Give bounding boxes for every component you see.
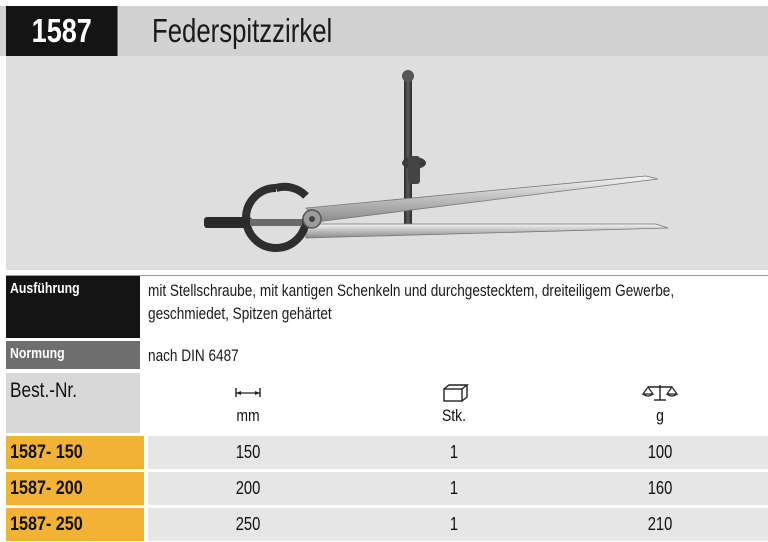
row-values — [148, 508, 768, 541]
execution-line-1: mit Stellschraube, mit kantigen Schenkeln und durchgestecktem, dreiteiligem Gewerbe, — [148, 281, 675, 300]
row-values — [148, 472, 768, 505]
weight-value: 160 — [647, 478, 673, 498]
order-number-cell: 1587- 200 — [6, 472, 144, 505]
row-values — [148, 436, 768, 469]
column-header-mm: mm — [148, 373, 348, 433]
product-image — [6, 56, 768, 270]
balance-scale-icon — [560, 383, 760, 401]
table-row — [6, 472, 768, 505]
weight-value: 210 — [647, 514, 673, 534]
product-code-badge — [6, 6, 118, 56]
table-header — [6, 373, 768, 433]
execution-label: Ausführung — [6, 276, 140, 338]
order-number-cell: 1587- 250 — [6, 508, 144, 541]
column-headers — [148, 373, 768, 433]
length-value: 250 — [235, 514, 261, 534]
pieces-value: 1 — [449, 478, 459, 498]
table-row — [6, 436, 768, 469]
column-header-weight: g — [560, 373, 760, 433]
execution-value — [148, 276, 768, 338]
product-code: 1587 — [31, 12, 92, 49]
pieces-value: 1 — [449, 514, 459, 534]
table-row — [6, 508, 768, 541]
length-value: 150 — [235, 442, 261, 462]
header-bar — [0, 6, 768, 56]
execution-line-2: geschmiedet, Spitzen gehärtet — [148, 304, 332, 323]
length-dimension-icon — [148, 383, 348, 401]
spring-divider-compass-illustration — [6, 56, 768, 270]
length-value: 200 — [235, 478, 261, 498]
standard-label: Normung — [6, 341, 140, 369]
pieces-value: 1 — [449, 442, 459, 462]
spec-row-execution — [6, 275, 768, 338]
weight-value: 100 — [647, 442, 673, 462]
package-box-icon — [354, 383, 554, 401]
column-header-pieces: Stk. — [354, 373, 554, 433]
order-number-header: Best.-Nr. — [6, 373, 140, 433]
product-title: Federspitzzirkel — [152, 12, 333, 49]
spec-row-standard — [6, 341, 768, 369]
standard-value: nach DIN 6487 — [148, 341, 768, 369]
order-number-cell: 1587- 150 — [6, 436, 144, 469]
